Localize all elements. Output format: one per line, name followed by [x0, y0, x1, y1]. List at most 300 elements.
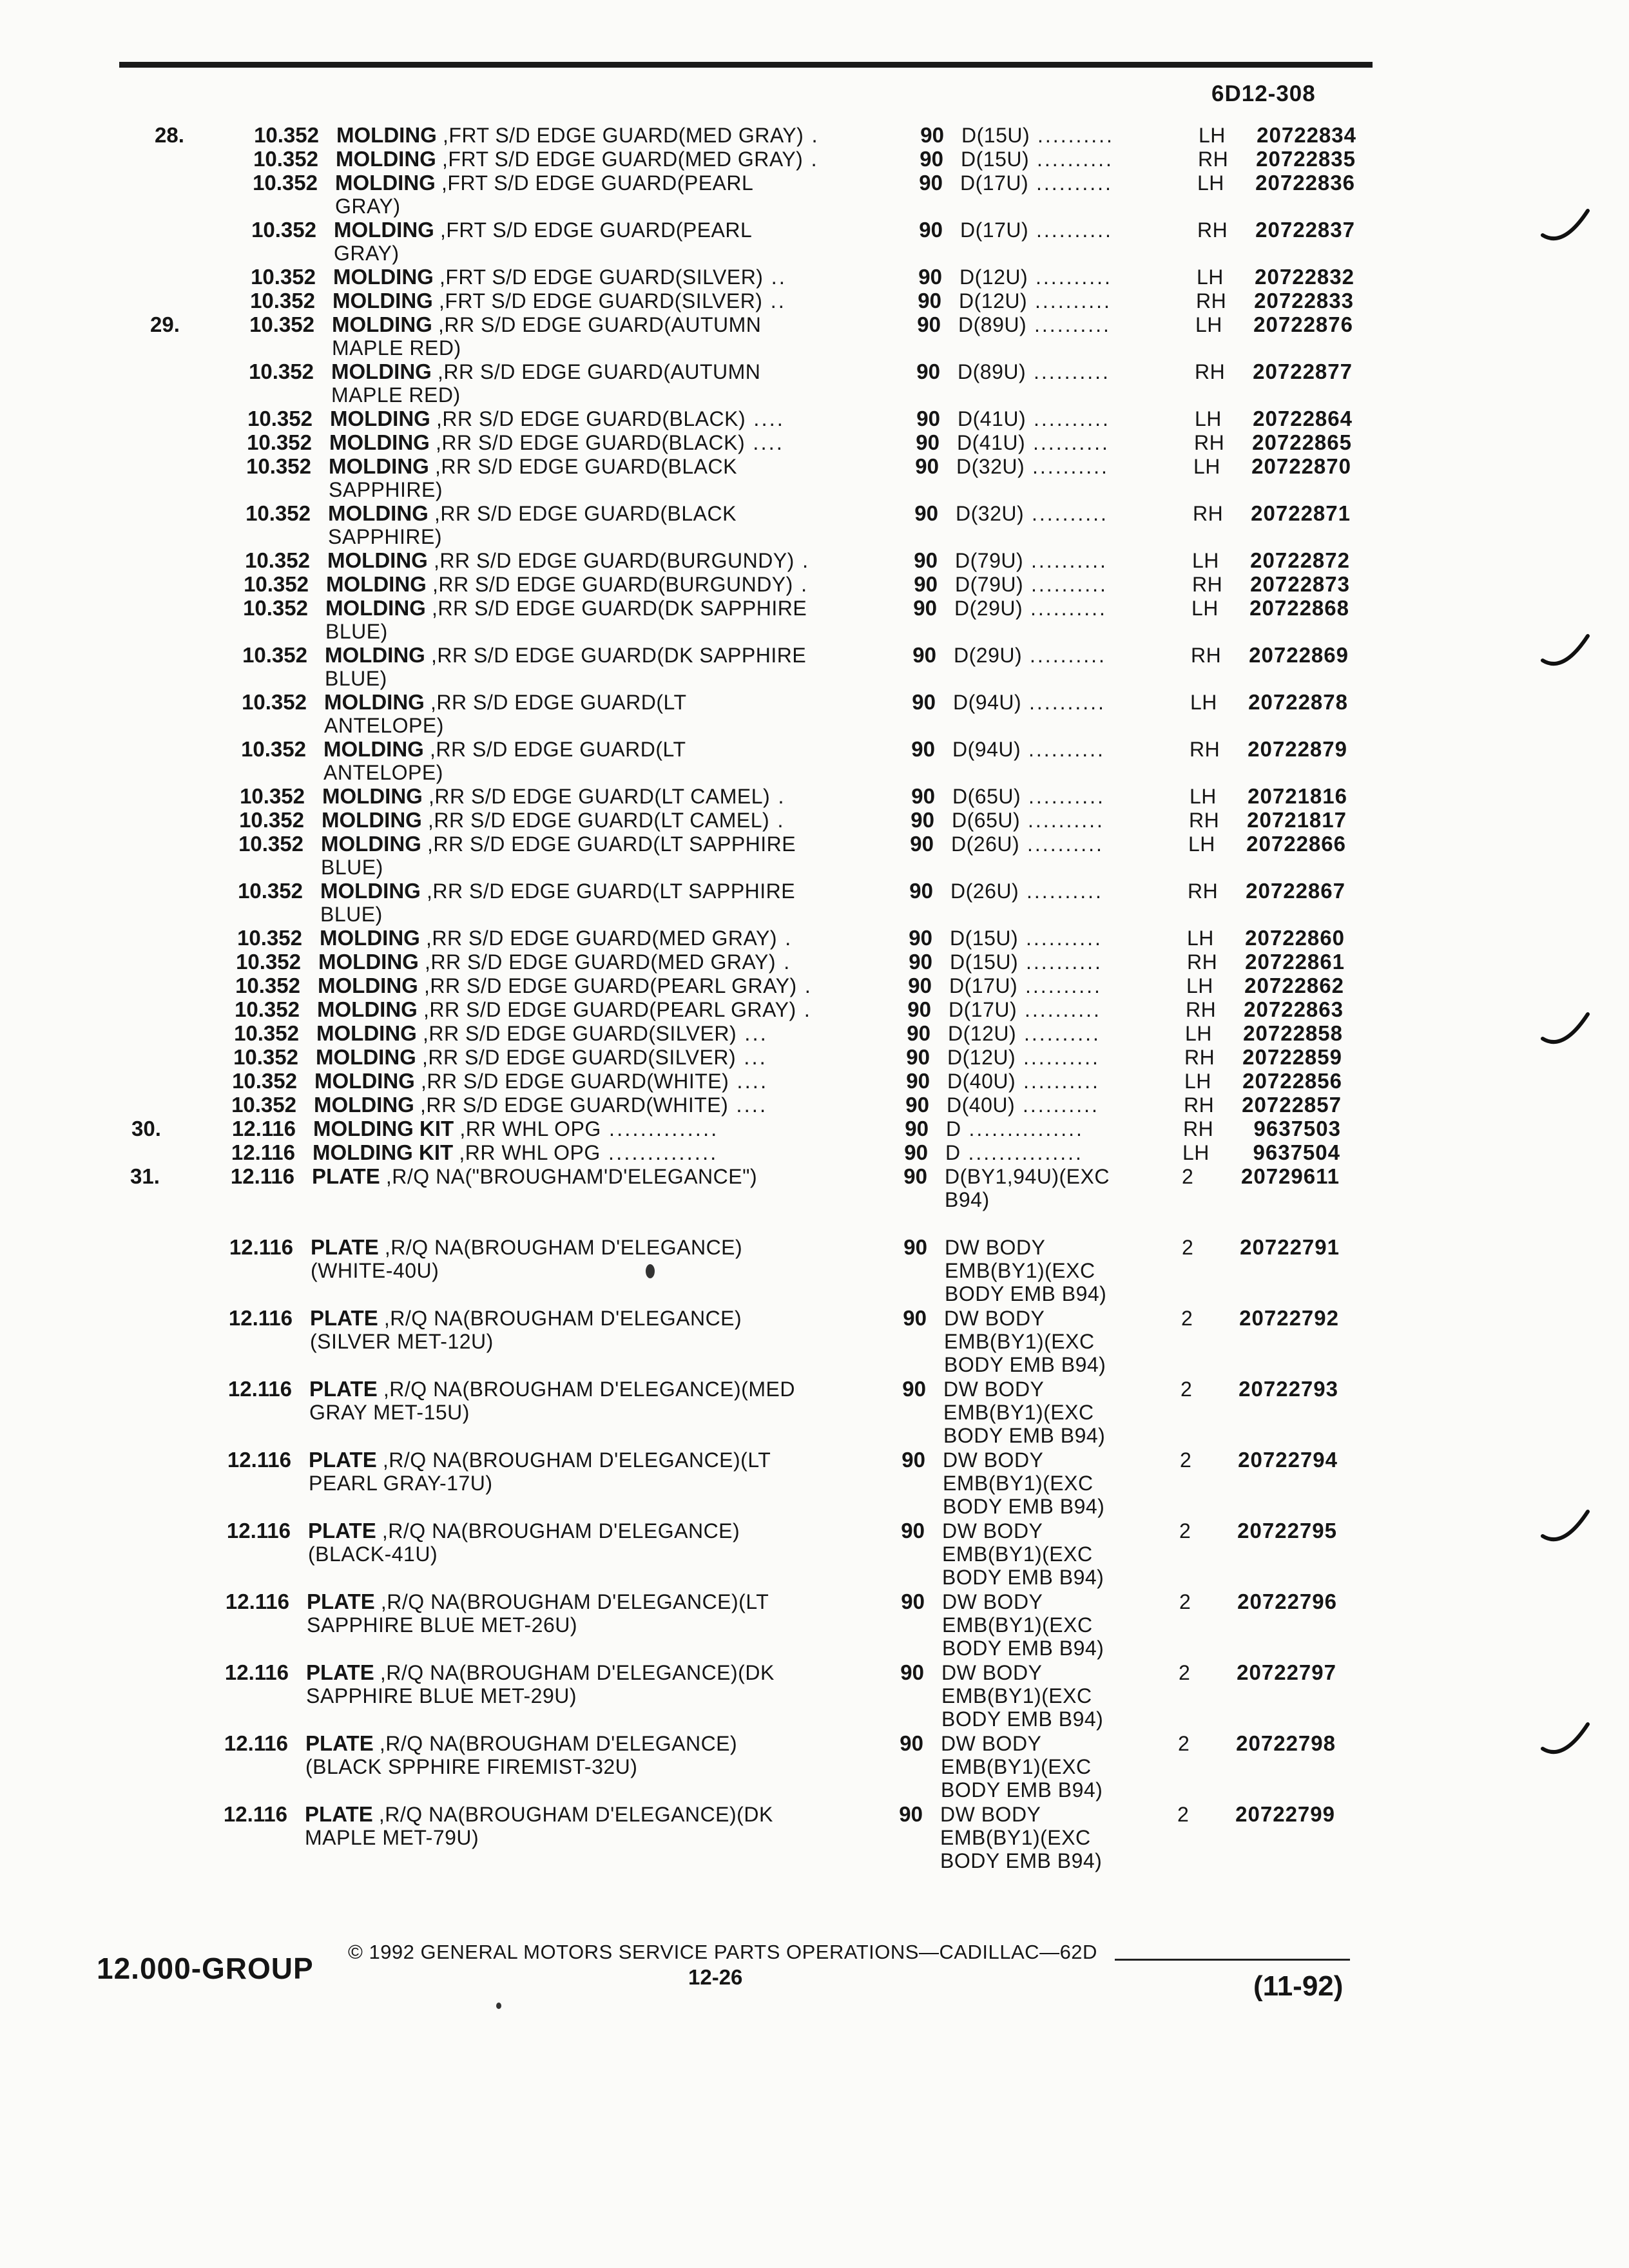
description-text: SAPPHIRE BLUE MET-26U)	[307, 1613, 577, 1637]
side-or-quantity: RH	[1194, 431, 1225, 454]
part-keyword: MOLDING	[323, 737, 430, 761]
part-description	[335, 171, 883, 218]
parts-row	[0, 1046, 1629, 1069]
dot-leader: ..........	[1023, 573, 1108, 596]
part-description	[308, 1519, 856, 1566]
note-line	[950, 927, 1103, 950]
part-number: 20729611	[1240, 1164, 1340, 1188]
part-description	[321, 832, 869, 879]
description-text: ,RR S/D EDGE GUARD(BURGUNDY)	[433, 549, 795, 572]
usage-note	[951, 832, 1104, 856]
parts-row	[0, 1141, 1629, 1164]
part-description	[305, 1732, 853, 1778]
description-line	[328, 525, 876, 548]
part-keyword: MOLDING	[322, 808, 428, 832]
item-number: 29.	[150, 312, 180, 336]
description-text: ,RR S/D EDGE GUARD(BLACK)	[436, 407, 746, 430]
group-number: 10.352	[243, 596, 308, 620]
description-line	[334, 218, 882, 242]
side-or-quantity: LH	[1193, 455, 1220, 478]
note-line	[960, 218, 1113, 242]
dot-leader: ..........	[1025, 431, 1110, 454]
description-line	[311, 1259, 858, 1282]
note-line	[947, 1093, 1099, 1117]
quantity-code: 90	[914, 548, 938, 572]
description-text: ,RR S/D EDGE GUARD(DK SAPPHIRE	[431, 597, 807, 620]
description-text: MAPLE MET-79U)	[305, 1826, 479, 1849]
description-text: ,RR S/D EDGE GUARD(LT	[429, 738, 686, 761]
part-number: 20722867	[1246, 879, 1345, 903]
note-text: BODY EMB B94)	[941, 1778, 1103, 1802]
note-line	[943, 1472, 1104, 1495]
part-keyword: MOLDING	[327, 548, 434, 572]
description-line	[314, 1070, 862, 1093]
quantity-code: 90	[906, 1069, 930, 1093]
note-line	[945, 1165, 1110, 1188]
part-number: 20722864	[1253, 407, 1353, 430]
group-number: 10.352	[235, 974, 300, 997]
description-line	[326, 573, 874, 596]
side-or-quantity: LH	[1186, 974, 1213, 997]
part-keyword: MOLDING	[317, 997, 423, 1021]
note-text: D(40U)	[947, 1093, 1016, 1117]
top-rule	[119, 62, 1373, 68]
description-line	[335, 171, 883, 195]
item-number: 30.	[131, 1117, 161, 1140]
group-number: 10.352	[234, 1021, 299, 1045]
part-description	[333, 265, 881, 289]
part-keyword: PLATE	[307, 1590, 381, 1613]
description-line	[309, 1472, 856, 1495]
dot-leader: ...............	[960, 1141, 1083, 1164]
quantity-code: 90	[899, 1802, 923, 1826]
dot-leader: .	[794, 548, 811, 572]
quantity-code: 90	[913, 596, 937, 620]
part-description	[306, 1661, 854, 1707]
group-number: 10.352	[240, 784, 305, 808]
dot-leader: ....	[746, 407, 785, 430]
description-text: ,RR S/D EDGE GUARD(LT SAPPHIRE	[427, 832, 796, 856]
note-line	[943, 1495, 1104, 1518]
note-text: D(26U)	[950, 879, 1019, 903]
note-line	[942, 1590, 1104, 1613]
part-keyword: MOLDING	[318, 950, 425, 974]
description-text: ,R/Q NA(BROUGHAM D'ELEGANCE)(MED	[383, 1378, 795, 1401]
description-text: ,RR S/D EDGE GUARD(BLACK	[434, 502, 737, 525]
part-keyword: MOLDING	[324, 690, 430, 714]
dot-leader: .	[770, 784, 786, 808]
description-text: PEARL GRAY-17U)	[309, 1472, 493, 1495]
description-line	[316, 1022, 864, 1045]
dot-leader: ...	[736, 1045, 767, 1069]
side-or-quantity: LH	[1195, 313, 1222, 336]
description-text: ,RR S/D EDGE GUARD(AUTUMN	[438, 313, 762, 336]
note-text: D(89U)	[958, 360, 1027, 383]
scan-speck	[496, 2003, 501, 2009]
usage-note	[941, 1661, 1103, 1731]
note-line	[944, 1330, 1106, 1353]
part-number: 20722878	[1248, 690, 1348, 714]
note-line	[951, 832, 1104, 856]
part-description	[320, 879, 868, 926]
description-text: SAPPHIRE BLUE MET-29U)	[306, 1684, 577, 1707]
description-line	[306, 1684, 854, 1707]
description-line	[336, 124, 884, 147]
dot-leader: ..........	[1023, 549, 1108, 572]
margin-check-mark-icon	[1540, 631, 1592, 676]
quantity-code: 90	[916, 360, 940, 383]
part-description	[310, 1307, 858, 1353]
dot-leader: .	[793, 572, 809, 596]
description-line	[324, 691, 872, 714]
dot-leader: .	[803, 147, 819, 171]
part-description	[316, 1046, 863, 1069]
description-text: ,RR S/D EDGE GUARD(LT	[430, 691, 687, 714]
dot-leader: .	[775, 950, 792, 974]
part-keyword: MOLDING	[333, 289, 439, 312]
description-line	[320, 879, 868, 903]
description-line	[331, 383, 879, 407]
dot-leader: ..........	[1018, 927, 1103, 950]
part-keyword: MOLDING KIT	[313, 1117, 460, 1140]
description-text: ,RR S/D EDGE GUARD(LT SAPPHIRE	[426, 879, 796, 903]
note-text: D(12U)	[959, 289, 1028, 312]
note-text: D(12U)	[948, 1022, 1017, 1045]
note-text: D(79U)	[955, 549, 1024, 572]
description-text: ,FRT S/D EDGE GUARD(MED GRAY)	[441, 148, 804, 171]
usage-note	[952, 809, 1104, 832]
note-text: D(26U)	[951, 832, 1020, 856]
group-number: 10.352	[231, 1093, 296, 1117]
description-text: ,R/Q NA(BROUGHAM D'ELEGANCE)	[383, 1307, 742, 1330]
description-text: SAPPHIRE)	[328, 525, 442, 548]
group-number: 12.116	[224, 1660, 289, 1684]
dot-leader: ..........	[1017, 998, 1101, 1021]
group-number: 10.352	[251, 265, 316, 289]
part-keyword: MOLDING	[329, 454, 435, 478]
part-keyword: MOLDING	[318, 974, 424, 997]
usage-note	[950, 950, 1103, 974]
description-text: (BLACK SPPHIRE FIREMIST-32U)	[305, 1755, 638, 1778]
side-or-quantity: RH	[1197, 218, 1228, 242]
side-or-quantity: RH	[1183, 1117, 1214, 1140]
dot-leader: ..........	[1021, 785, 1105, 808]
part-number: 20722797	[1237, 1660, 1336, 1684]
part-keyword: MOLDING	[320, 926, 426, 950]
part-number: 20722856	[1242, 1069, 1342, 1093]
dot-leader: ..............	[601, 1117, 719, 1140]
dot-leader: .	[769, 808, 786, 832]
note-line	[944, 1353, 1106, 1376]
footer-rule	[1115, 1959, 1350, 1961]
part-number: 20722858	[1243, 1021, 1343, 1045]
usage-note	[952, 785, 1105, 808]
side-or-quantity: RH	[1188, 879, 1219, 903]
dot-leader: ..........	[1024, 502, 1108, 525]
usage-note	[956, 502, 1108, 525]
part-number: 20722873	[1250, 572, 1350, 596]
dot-leader: ..........	[1016, 1022, 1101, 1045]
dot-leader: ..........	[1017, 974, 1102, 997]
group-number: 12.116	[230, 1164, 294, 1188]
part-keyword: MOLDING	[328, 501, 434, 525]
usage-note	[954, 597, 1107, 620]
quantity-code: 90	[907, 1021, 930, 1045]
description-line	[305, 1755, 853, 1778]
note-line	[942, 1566, 1104, 1589]
note-line	[958, 360, 1110, 383]
side-or-quantity: LH	[1192, 549, 1219, 572]
quantity-code: 90	[900, 1731, 923, 1755]
quantity-code: 90	[914, 501, 938, 525]
parts-row	[0, 785, 1629, 808]
part-description	[331, 360, 879, 407]
part-description	[320, 927, 867, 950]
part-number: 20722860	[1245, 926, 1345, 950]
description-text: ANTELOPE)	[323, 761, 443, 784]
dot-leader: ..............	[600, 1140, 718, 1164]
note-line	[948, 1022, 1101, 1045]
description-text: ,R/Q NA(BROUGHAM D'ELEGANCE)(LT	[380, 1590, 769, 1613]
part-keyword: PLATE	[305, 1802, 379, 1826]
note-text: BODY EMB B94)	[944, 1353, 1106, 1376]
group-number: 12.116	[229, 1235, 293, 1259]
part-number: 20722869	[1249, 643, 1349, 667]
check-mark-glyph	[1540, 1506, 1592, 1552]
description-text: BLUE)	[320, 903, 383, 926]
parts-row	[0, 1070, 1629, 1093]
part-number: 20722798	[1236, 1731, 1336, 1755]
quantity-code: 90	[914, 572, 938, 596]
side-or-quantity: 2	[1181, 1307, 1193, 1330]
margin-check-mark-icon	[1540, 206, 1592, 251]
quantity-code: 90	[905, 1093, 929, 1117]
dot-leader: ..	[762, 289, 786, 312]
usage-note	[949, 974, 1102, 997]
part-keyword: MOLDING	[320, 879, 427, 903]
note-line	[946, 1117, 1084, 1140]
dot-leader: ....	[728, 1093, 768, 1117]
note-text: BODY EMB B94)	[941, 1707, 1104, 1731]
note-line	[954, 644, 1106, 667]
part-description	[326, 573, 874, 596]
description-text: (WHITE-40U)	[311, 1259, 439, 1282]
description-text: ,R/Q NA(BROUGHAM D'ELEGANCE)(DK	[380, 1661, 775, 1684]
description-line	[308, 1542, 856, 1566]
description-text: ,FRT S/D EDGE GUARD(MED GRAY)	[442, 124, 804, 147]
note-line	[949, 974, 1102, 997]
note-line	[955, 573, 1108, 596]
usage-note	[947, 1046, 1100, 1069]
note-text: D(12U)	[959, 265, 1028, 289]
part-keyword: MOLDING	[329, 430, 436, 454]
note-line	[952, 809, 1104, 832]
parts-row	[0, 407, 1629, 430]
description-line	[309, 1448, 856, 1472]
part-keyword: MOLDING	[336, 123, 443, 147]
part-description	[322, 785, 870, 808]
parts-row	[0, 738, 1629, 784]
usage-note	[955, 549, 1108, 572]
usage-note	[943, 1448, 1104, 1518]
usage-note	[957, 431, 1110, 454]
part-number: 20722835	[1256, 147, 1356, 171]
note-line	[940, 1849, 1102, 1872]
description-text: BLUE)	[325, 667, 387, 690]
part-keyword: MOLDING	[314, 1069, 421, 1093]
description-text: ,R/Q NA("BROUGHAM'D'ELEGANCE")	[385, 1165, 758, 1188]
description-text: (BLACK-41U)	[308, 1542, 438, 1566]
side-or-quantity: 2	[1179, 1590, 1191, 1613]
usage-note	[960, 171, 1113, 195]
part-description	[313, 1141, 860, 1164]
part-number: 20722872	[1250, 548, 1350, 572]
parts-row	[0, 1448, 1629, 1519]
group-number: 12.116	[224, 1731, 288, 1755]
side-or-quantity: 2	[1178, 1732, 1190, 1755]
note-text: B94)	[945, 1188, 990, 1211]
description-text: ,RR WHL OPG	[459, 1117, 601, 1140]
part-number: 20722794	[1238, 1448, 1338, 1472]
quantity-code: 90	[909, 950, 932, 974]
usage-note	[950, 879, 1103, 903]
note-text: EMB(BY1)(EXC	[945, 1259, 1095, 1282]
note-line	[941, 1732, 1103, 1755]
parts-row	[0, 1022, 1629, 1045]
side-or-quantity: 2	[1179, 1661, 1191, 1684]
note-line	[942, 1519, 1104, 1542]
item-number: 28.	[155, 123, 184, 147]
note-text: BODY EMB B94)	[943, 1495, 1105, 1518]
part-keyword: MOLDING	[334, 218, 440, 242]
side-or-quantity: RH	[1193, 502, 1224, 525]
note-text: EMB(BY1)(EXC	[942, 1613, 1093, 1637]
parts-row	[0, 124, 1629, 147]
description-text: ,R/Q NA(BROUGHAM D'ELEGANCE)(DK	[378, 1803, 773, 1826]
note-text: DW BODY	[942, 1519, 1043, 1542]
check-mark-glyph	[1540, 206, 1592, 251]
part-number: 20722859	[1242, 1045, 1342, 1069]
part-description	[309, 1378, 857, 1424]
part-description	[323, 738, 871, 784]
group-number: 10.352	[239, 808, 304, 832]
description-text: ,RR S/D EDGE GUARD(DK SAPPHIRE	[430, 644, 807, 667]
usage-note	[961, 124, 1114, 147]
parts-row	[0, 998, 1629, 1021]
description-line	[316, 1046, 863, 1069]
note-text: D	[945, 1141, 961, 1164]
group-number: 10.352	[250, 289, 315, 312]
note-line	[958, 313, 1111, 336]
note-line	[947, 1046, 1100, 1069]
part-keyword: PLATE	[309, 1377, 383, 1401]
part-number: 20721816	[1248, 784, 1347, 808]
dot-leader: ....	[745, 430, 784, 454]
parts-row	[0, 455, 1629, 501]
part-description	[305, 1803, 853, 1849]
part-keyword: PLATE	[312, 1164, 386, 1188]
part-description	[336, 124, 884, 147]
description-text: SAPPHIRE)	[329, 478, 443, 501]
note-line	[957, 431, 1110, 454]
parts-row	[0, 573, 1629, 596]
description-text: ,RR S/D EDGE GUARD(LT CAMEL)	[428, 785, 771, 808]
quantity-code: 90	[915, 454, 939, 478]
description-line	[330, 407, 878, 430]
parts-row	[0, 1165, 1629, 1236]
description-line	[321, 856, 869, 879]
part-number: 20722870	[1251, 454, 1351, 478]
dot-leader: ...	[737, 1021, 768, 1045]
part-number: 20722857	[1242, 1093, 1342, 1117]
usage-note	[954, 644, 1106, 667]
note-text: D(12U)	[947, 1046, 1016, 1069]
quantity-code: 90	[900, 1660, 924, 1684]
part-number: 20722876	[1253, 312, 1353, 336]
dot-leader: ..........	[1026, 407, 1110, 430]
dot-leader: ..........	[1027, 313, 1111, 336]
note-line	[942, 1542, 1104, 1566]
note-text: D(40U)	[947, 1070, 1016, 1093]
dot-leader: ..........	[1028, 171, 1113, 195]
part-description	[332, 313, 880, 360]
parts-row	[0, 950, 1629, 974]
check-mark-glyph	[1540, 1719, 1592, 1764]
quantity-code: 90	[920, 123, 944, 147]
description-text: ,RR S/D EDGE GUARD(WHITE)	[420, 1070, 729, 1093]
note-text: D(94U)	[952, 738, 1021, 761]
part-description	[324, 691, 872, 737]
part-number: 20722795	[1237, 1519, 1337, 1542]
description-text: MAPLE RED)	[331, 383, 461, 407]
group-number: 10.352	[253, 171, 318, 195]
part-keyword: MOLDING	[330, 407, 436, 430]
quantity-code: 90	[909, 879, 933, 903]
group-number: 10.352	[241, 737, 306, 761]
parts-row	[0, 265, 1629, 289]
note-text: BODY EMB B94)	[942, 1566, 1104, 1589]
description-line	[325, 644, 872, 667]
note-text: D(41U)	[958, 407, 1027, 430]
note-text: EMB(BY1)(EXC	[943, 1472, 1094, 1495]
note-line	[945, 1188, 1110, 1211]
dot-leader: ..........	[1019, 832, 1104, 856]
description-text: (SILVER MET-12U)	[310, 1330, 494, 1353]
note-line	[941, 1755, 1103, 1778]
group-number: 12.116	[227, 1377, 292, 1401]
note-line	[947, 1070, 1100, 1093]
part-keyword: MOLDING	[316, 1045, 422, 1069]
group-number: 10.352	[246, 501, 311, 525]
part-keyword: MOLDING	[316, 1021, 423, 1045]
note-text: D(65U)	[952, 785, 1021, 808]
part-description	[334, 218, 882, 265]
usage-note	[961, 148, 1113, 171]
usage-note	[952, 738, 1105, 761]
usage-note	[945, 1141, 1083, 1164]
part-number: 20722791	[1240, 1235, 1340, 1259]
parts-row	[0, 1732, 1629, 1803]
description-text: ,RR S/D EDGE GUARD(SILVER)	[421, 1046, 737, 1069]
note-text: D(79U)	[955, 573, 1024, 596]
parts-row	[0, 1307, 1629, 1378]
quantity-code: 90	[916, 407, 940, 430]
usage-note	[950, 927, 1103, 950]
part-description	[333, 289, 880, 312]
note-text: EMB(BY1)(EXC	[941, 1755, 1092, 1778]
description-text: ,FRT S/D EDGE GUARD(SILVER)	[439, 265, 764, 289]
description-line	[305, 1803, 853, 1826]
